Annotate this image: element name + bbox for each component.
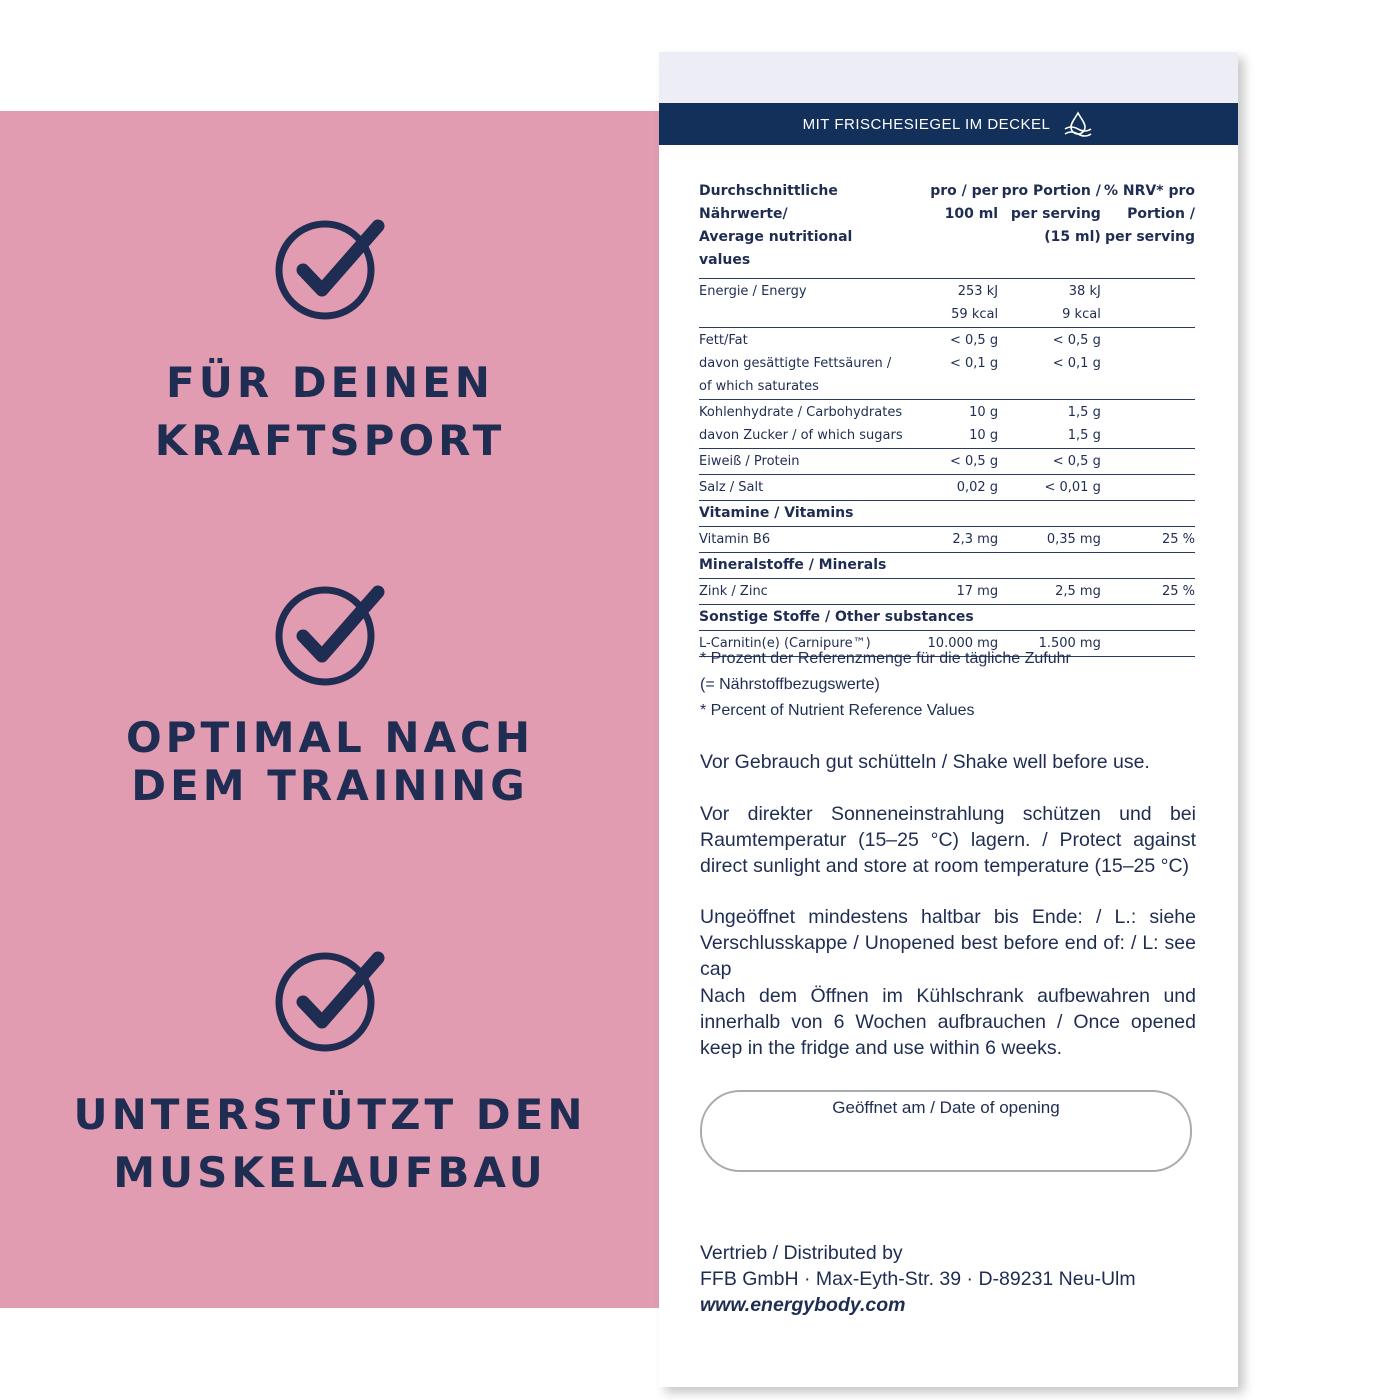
table-row: Zink / Zinc 17 mg 2,5 mg 25 % <box>699 579 1195 605</box>
water-drop-icon <box>1062 111 1094 137</box>
header-nutrients: Durchschnittliche Nährwerte/ Average nutritional values <box>699 180 908 279</box>
instruction-after-opening: Nach dem Öffnen im Kühlschrank aufbewahren und innerhalb von 6 Wochen aufbrauchen / Once opened keep in the fridge and use within 6 weeks. <box>700 985 1196 1059</box>
benefit-title-line2: MUSKELAUFBAU <box>113 1148 547 1197</box>
table-row: L-Carnitin(e) (Carnipure™) 10.000 mg 1.500 mg <box>699 631 1195 657</box>
check-circle-icon <box>275 218 385 322</box>
nutrition-table <box>699 180 1195 657</box>
benefit-1 <box>0 218 660 470</box>
table-row: Kohlenhydrate / Carbohydrates davon Zucker / of which sugars 10 g 10 g 1,5 g 1,5 g <box>699 400 1195 449</box>
table-header-row <box>699 180 1195 279</box>
distributor-info <box>700 1240 1200 1318</box>
footnote-line: * Percent of Nutrient Reference Values <box>700 702 975 719</box>
product-label <box>659 52 1238 1387</box>
check-circle-icon <box>275 584 385 688</box>
date-of-opening-field <box>700 1090 1192 1172</box>
section-row-minerals: Mineralstoffe / Minerals <box>699 553 1195 579</box>
benefit-title-line1: FÜR DEINEN <box>166 358 494 407</box>
table-row: Salz / Salt 0,02 g < 0,01 g <box>699 475 1195 501</box>
instruction-shake: Vor Gebrauch gut schütteln / Shake well before use. <box>700 751 1150 773</box>
instruction-best-before: Ungeöffnet mindestens haltbar bis Ende: / L.: siehe Verschlusskappe / Unopened best before end of: / L: see cap <box>700 906 1196 980</box>
footnote-line: * Prozent der Referenzmenge für die tägliche Zufuhr <box>700 650 1071 667</box>
header-per-100ml: pro / per 100 ml <box>908 180 998 279</box>
distributor-address: FFB GmbH · Max-Eyth-Str. 39 · D-89231 Neu-Ulm <box>700 1268 1136 1290</box>
benefit-2 <box>0 584 660 810</box>
instruction-storage: Vor direkter Sonneneinstrahlung schützen und bei Raumtemperatur (15–25 °C) lagern. / Protect against direct sunlight and store at room temperature (15–25 °C) <box>700 803 1196 877</box>
header-per-serving: pro Portion / per serving (15 ml) <box>998 180 1101 279</box>
table-row: Vitamin B6 2,3 mg 0,35 mg 25 % <box>699 527 1195 553</box>
benefit-title-line1: UNTERSTÜTZT DEN <box>73 1090 587 1139</box>
label-top-strip <box>659 52 1238 103</box>
benefit-title <box>0 1086 660 1202</box>
table-row: Eiweiß / Protein < 0,5 g < 0,5 g <box>699 449 1195 475</box>
website-link[interactable]: www.energybody.com <box>700 1294 906 1316</box>
table-row: Fett/Fat davon gesättigte Fettsäuren / of which saturates < 0,5 g < 0,1 g < 0,5 g < 0,1 g <box>699 328 1195 400</box>
freshness-banner <box>659 103 1238 145</box>
section-row-vitamins: Vitamine / Vitamins <box>699 501 1195 527</box>
benefit-title <box>0 354 660 470</box>
benefit-title-line2: KRAFTSPORT <box>154 416 506 465</box>
benefit-title-line2: DEM TRAINING <box>131 761 529 810</box>
benefit-3 <box>0 950 660 1202</box>
banner-text: MIT FRISCHESIEGEL IM DECKEL <box>802 115 1051 133</box>
footnotes <box>700 646 1200 724</box>
benefit-title <box>0 714 660 810</box>
header-nrv: % NRV* pro Portion / per serving <box>1101 180 1195 279</box>
date-of-opening-label: Geöffnet am / Date of opening <box>832 1098 1060 1117</box>
distributor-line: Vertrieb / Distributed by <box>700 1242 903 1264</box>
footnote-line: (= Nährstoffbezugswerte) <box>700 676 880 693</box>
check-circle-icon <box>275 950 385 1054</box>
section-row-other: Sonstige Stoffe / Other substances <box>699 605 1195 631</box>
benefit-title-line1: OPTIMAL NACH <box>125 713 535 762</box>
table-row: Energie / Energy 253 kJ 59 kcal 38 kJ 9 kcal <box>699 279 1195 328</box>
